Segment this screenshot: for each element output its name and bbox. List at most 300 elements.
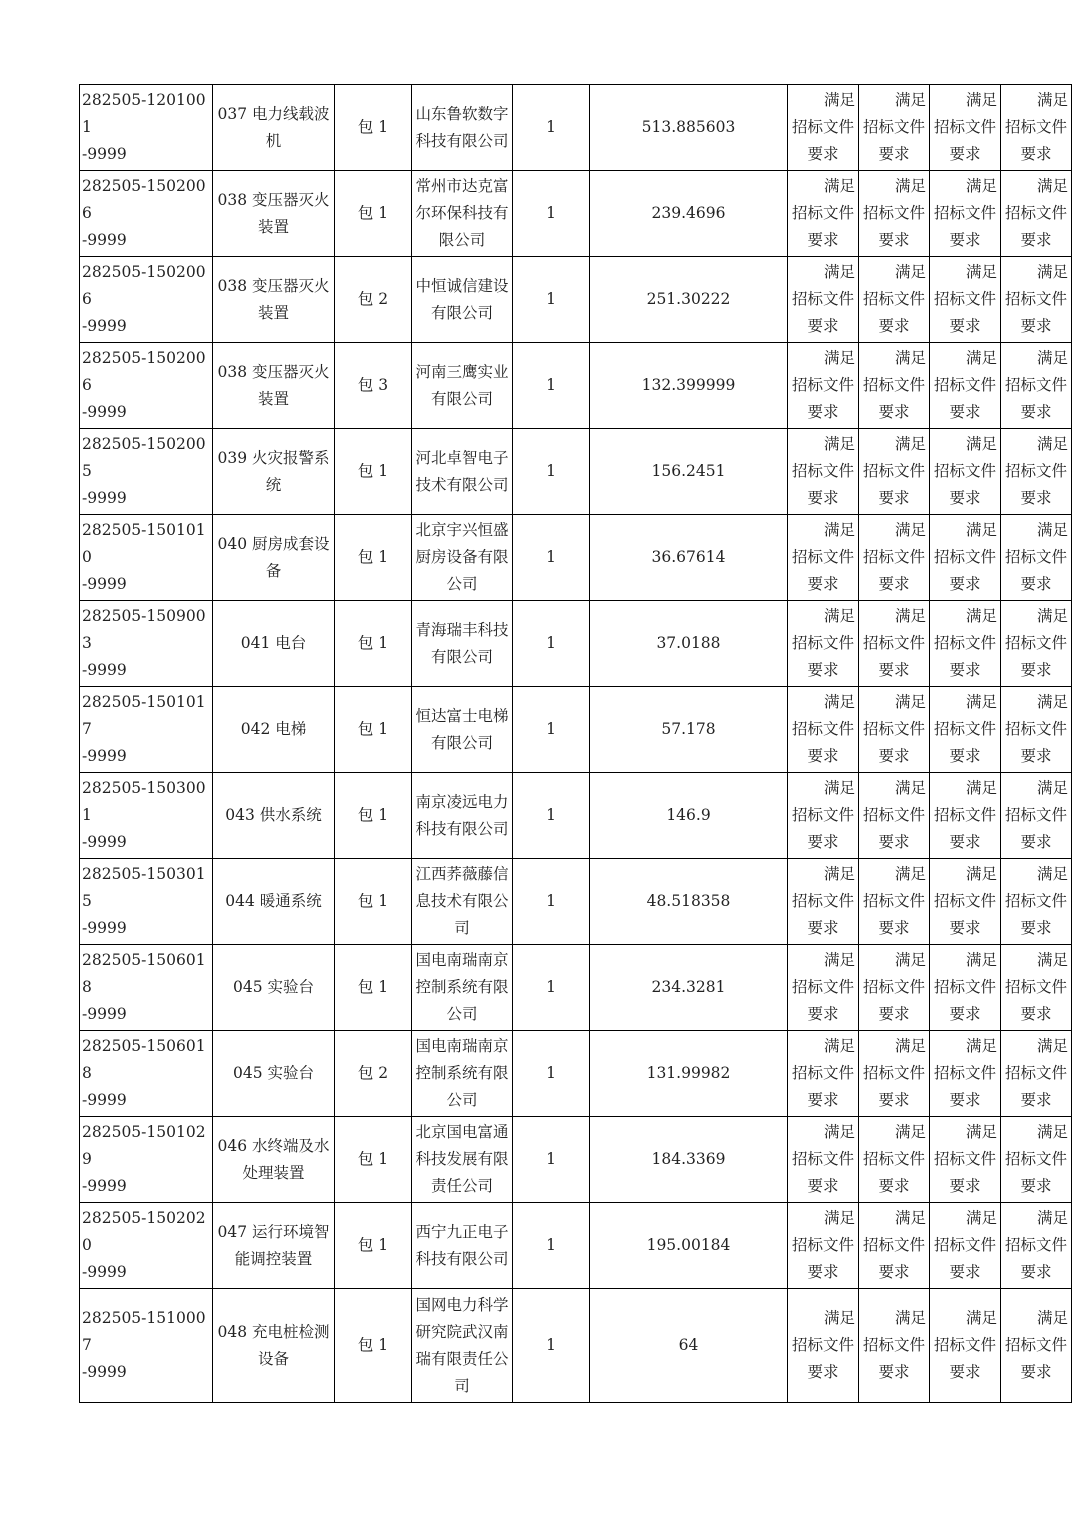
requirement-line-1: 满足 <box>823 951 855 969</box>
quantity-cell: 1 <box>513 1203 590 1289</box>
requirement-line-3: 要求 <box>1020 1177 1052 1195</box>
requirement-cell <box>930 171 1001 257</box>
requirement-cell <box>1001 773 1072 859</box>
table-row <box>80 601 1072 687</box>
requirement-line-2: 招标文件 <box>862 1236 925 1254</box>
requirement-line-1: 满足 <box>1036 349 1068 367</box>
price-cell: 156.2451 <box>590 429 788 515</box>
requirement-line-1: 满足 <box>894 1309 926 1327</box>
bid-code-line-2: -9999 <box>82 1005 127 1023</box>
package-cell: 包 3 <box>335 343 412 429</box>
requirement-line-3: 要求 <box>1020 145 1052 163</box>
requirement-line-2: 招标文件 <box>791 548 854 566</box>
quantity-cell: 1 <box>513 601 590 687</box>
requirement-line-2: 招标文件 <box>933 290 996 308</box>
requirement-line-3: 要求 <box>949 489 981 507</box>
requirement-cell <box>930 601 1001 687</box>
requirement-line-2: 招标文件 <box>1004 462 1067 480</box>
requirement-line-2: 招标文件 <box>1004 376 1067 394</box>
requirement-line-2: 招标文件 <box>862 806 925 824</box>
requirement-line-1: 满足 <box>823 693 855 711</box>
bid-code-line-1: 282505-1509003 <box>82 607 206 652</box>
bid-code-line-1: 282505-1501010 <box>82 521 206 566</box>
requirement-cell <box>859 687 930 773</box>
requirement-cell <box>930 687 1001 773</box>
bid-code-line-2: -9999 <box>82 833 127 851</box>
requirement-line-2: 招标文件 <box>791 204 854 222</box>
requirement-line-1: 满足 <box>965 779 997 797</box>
supplier-cell: 江西荞薇藤信息技术有限公司 <box>412 859 513 945</box>
requirement-line-2: 招标文件 <box>933 1236 996 1254</box>
supplier-cell: 国电南瑞南京控制系统有限公司 <box>412 1031 513 1117</box>
requirement-line-2: 招标文件 <box>862 204 925 222</box>
bid-code-cell <box>80 687 213 773</box>
requirement-cell <box>788 687 859 773</box>
price-cell: 239.4696 <box>590 171 788 257</box>
requirement-line-3: 要求 <box>807 575 839 593</box>
requirement-line-3: 要求 <box>878 1177 910 1195</box>
requirement-line-1: 满足 <box>823 435 855 453</box>
requirement-line-1: 满足 <box>965 521 997 539</box>
requirement-line-2: 招标文件 <box>933 548 996 566</box>
bid-code-line-2: -9999 <box>82 317 127 335</box>
requirement-line-2: 招标文件 <box>1004 1150 1067 1168</box>
bid-code-cell <box>80 1117 213 1203</box>
requirement-cell <box>930 257 1001 343</box>
requirement-line-1: 满足 <box>894 263 926 281</box>
requirement-cell <box>1001 687 1072 773</box>
bid-results-table <box>79 84 1072 1403</box>
requirement-cell <box>859 85 930 171</box>
requirement-line-1: 满足 <box>1036 177 1068 195</box>
requirement-cell <box>930 343 1001 429</box>
requirement-cell <box>930 773 1001 859</box>
requirement-line-1: 满足 <box>965 91 997 109</box>
quantity-cell: 1 <box>513 945 590 1031</box>
item-name-cell: 041 电台 <box>213 601 335 687</box>
requirement-line-3: 要求 <box>1020 575 1052 593</box>
price-cell: 513.885603 <box>590 85 788 171</box>
requirement-line-3: 要求 <box>807 1091 839 1109</box>
quantity-cell: 1 <box>513 1289 590 1403</box>
requirement-line-2: 招标文件 <box>933 118 996 136</box>
requirement-line-1: 满足 <box>965 951 997 969</box>
requirement-line-1: 满足 <box>965 865 997 883</box>
requirement-line-3: 要求 <box>1020 317 1052 335</box>
requirement-line-2: 招标文件 <box>862 892 925 910</box>
requirement-cell <box>930 1289 1001 1403</box>
bid-code-cell <box>80 171 213 257</box>
requirement-line-1: 满足 <box>823 1123 855 1141</box>
item-name-cell: 045 实验台 <box>213 945 335 1031</box>
requirement-line-2: 招标文件 <box>791 1150 854 1168</box>
requirement-cell <box>1001 343 1072 429</box>
bid-code-line-2: -9999 <box>82 1177 127 1195</box>
package-cell: 包 1 <box>335 601 412 687</box>
requirement-cell <box>1001 1031 1072 1117</box>
requirement-line-3: 要求 <box>878 833 910 851</box>
bid-code-cell <box>80 1031 213 1117</box>
requirement-line-2: 招标文件 <box>933 720 996 738</box>
bid-results-table-container <box>79 84 1068 1403</box>
requirement-cell <box>1001 859 1072 945</box>
bid-code-line-1: 282505-1502006 <box>82 349 206 394</box>
requirement-line-2: 招标文件 <box>1004 1236 1067 1254</box>
supplier-cell: 青海瑞丰科技有限公司 <box>412 601 513 687</box>
package-cell: 包 1 <box>335 85 412 171</box>
requirement-line-1: 满足 <box>894 91 926 109</box>
requirement-cell <box>788 1031 859 1117</box>
requirement-cell <box>930 945 1001 1031</box>
item-name-cell: 038 变压器灭火装置 <box>213 257 335 343</box>
table-row <box>80 945 1072 1031</box>
requirement-line-2: 招标文件 <box>791 290 854 308</box>
requirement-cell <box>788 429 859 515</box>
requirement-cell <box>930 429 1001 515</box>
item-name-cell: 038 变压器灭火装置 <box>213 171 335 257</box>
requirement-line-1: 满足 <box>894 349 926 367</box>
requirement-line-3: 要求 <box>807 747 839 765</box>
requirement-cell <box>788 1203 859 1289</box>
price-cell: 48.518358 <box>590 859 788 945</box>
requirement-line-3: 要求 <box>1020 403 1052 421</box>
requirement-line-3: 要求 <box>1020 747 1052 765</box>
requirement-line-2: 招标文件 <box>862 978 925 996</box>
quantity-cell: 1 <box>513 171 590 257</box>
requirement-line-1: 满足 <box>823 607 855 625</box>
requirement-line-2: 招标文件 <box>862 634 925 652</box>
requirement-line-1: 满足 <box>965 177 997 195</box>
requirement-line-2: 招标文件 <box>862 118 925 136</box>
supplier-cell: 恒达富士电梯有限公司 <box>412 687 513 773</box>
requirement-line-3: 要求 <box>949 1091 981 1109</box>
requirement-line-3: 要求 <box>1020 1263 1052 1281</box>
requirement-line-1: 满足 <box>1036 1209 1068 1227</box>
requirement-cell <box>859 773 930 859</box>
requirement-line-2: 招标文件 <box>791 978 854 996</box>
bid-code-cell <box>80 601 213 687</box>
requirement-cell <box>859 515 930 601</box>
requirement-line-2: 招标文件 <box>1004 118 1067 136</box>
requirement-line-2: 招标文件 <box>1004 204 1067 222</box>
requirement-cell <box>859 945 930 1031</box>
price-cell: 195.00184 <box>590 1203 788 1289</box>
quantity-cell: 1 <box>513 687 590 773</box>
item-name-cell: 046 水终端及水处理装置 <box>213 1117 335 1203</box>
supplier-cell: 北京宇兴恒盛厨房设备有限公司 <box>412 515 513 601</box>
table-body <box>80 85 1072 1403</box>
bid-code-line-2: -9999 <box>82 1263 127 1281</box>
requirement-cell <box>788 85 859 171</box>
requirement-cell <box>788 601 859 687</box>
requirement-line-2: 招标文件 <box>933 634 996 652</box>
requirement-cell <box>930 85 1001 171</box>
requirement-line-2: 招标文件 <box>791 462 854 480</box>
supplier-cell: 国电南瑞南京控制系统有限公司 <box>412 945 513 1031</box>
requirement-line-1: 满足 <box>1036 521 1068 539</box>
quantity-cell: 1 <box>513 343 590 429</box>
requirement-line-1: 满足 <box>965 607 997 625</box>
requirement-cell <box>1001 601 1072 687</box>
requirement-line-3: 要求 <box>949 747 981 765</box>
table-row <box>80 1289 1072 1403</box>
table-row <box>80 85 1072 171</box>
requirement-line-2: 招标文件 <box>933 1064 996 1082</box>
item-name-cell: 044 暖通系统 <box>213 859 335 945</box>
requirement-cell <box>859 1117 930 1203</box>
bid-code-line-1: 282505-1502006 <box>82 177 206 222</box>
bid-code-line-1: 282505-1506018 <box>82 951 206 996</box>
requirement-line-2: 招标文件 <box>1004 548 1067 566</box>
table-row <box>80 773 1072 859</box>
requirement-line-2: 招标文件 <box>791 1236 854 1254</box>
package-cell: 包 1 <box>335 515 412 601</box>
requirement-line-1: 满足 <box>1036 951 1068 969</box>
requirement-line-2: 招标文件 <box>862 1064 925 1082</box>
bid-code-line-1: 282505-1503001 <box>82 779 206 824</box>
requirement-line-1: 满足 <box>1036 693 1068 711</box>
requirement-line-3: 要求 <box>807 403 839 421</box>
requirement-line-1: 满足 <box>823 779 855 797</box>
package-cell: 包 1 <box>335 773 412 859</box>
requirement-line-2: 招标文件 <box>862 290 925 308</box>
requirement-line-2: 招标文件 <box>791 118 854 136</box>
table-row <box>80 1031 1072 1117</box>
price-cell: 36.67614 <box>590 515 788 601</box>
requirement-line-3: 要求 <box>878 919 910 937</box>
requirement-cell <box>1001 257 1072 343</box>
requirement-cell <box>788 773 859 859</box>
price-cell: 131.99982 <box>590 1031 788 1117</box>
requirement-line-3: 要求 <box>949 145 981 163</box>
price-cell: 146.9 <box>590 773 788 859</box>
requirement-cell <box>859 257 930 343</box>
requirement-line-2: 招标文件 <box>862 376 925 394</box>
requirement-line-1: 满足 <box>894 521 926 539</box>
requirement-line-2: 招标文件 <box>933 1336 996 1354</box>
item-name-cell: 039 火灾报警系统 <box>213 429 335 515</box>
supplier-cell: 河北卓智电子技术有限公司 <box>412 429 513 515</box>
quantity-cell: 1 <box>513 429 590 515</box>
requirement-line-3: 要求 <box>1020 661 1052 679</box>
requirement-cell <box>1001 945 1072 1031</box>
requirement-line-2: 招标文件 <box>1004 892 1067 910</box>
requirement-line-2: 招标文件 <box>933 806 996 824</box>
requirement-line-1: 满足 <box>965 1209 997 1227</box>
table-row <box>80 257 1072 343</box>
requirement-line-3: 要求 <box>1020 489 1052 507</box>
bid-code-line-1: 282505-1502005 <box>82 435 206 480</box>
requirement-line-1: 满足 <box>965 1123 997 1141</box>
requirement-line-3: 要求 <box>807 833 839 851</box>
requirement-line-1: 满足 <box>1036 1037 1068 1055</box>
requirement-line-3: 要求 <box>878 747 910 765</box>
requirement-line-2: 招标文件 <box>791 1336 854 1354</box>
item-name-cell: 037 电力线载波机 <box>213 85 335 171</box>
requirement-line-3: 要求 <box>807 489 839 507</box>
bid-code-line-2: -9999 <box>82 747 127 765</box>
bid-code-line-2: -9999 <box>82 1091 127 1109</box>
requirement-line-2: 招标文件 <box>862 1336 925 1354</box>
requirement-line-2: 招标文件 <box>1004 634 1067 652</box>
requirement-line-3: 要求 <box>807 317 839 335</box>
requirement-line-3: 要求 <box>807 1177 839 1195</box>
supplier-cell: 山东鲁软数字科技有限公司 <box>412 85 513 171</box>
quantity-cell: 1 <box>513 1117 590 1203</box>
quantity-cell: 1 <box>513 1031 590 1117</box>
requirement-line-3: 要求 <box>949 1177 981 1195</box>
requirement-line-2: 招标文件 <box>933 462 996 480</box>
requirement-cell <box>1001 515 1072 601</box>
requirement-cell <box>788 1117 859 1203</box>
requirement-line-2: 招标文件 <box>791 720 854 738</box>
requirement-line-3: 要求 <box>878 661 910 679</box>
package-cell: 包 1 <box>335 1117 412 1203</box>
table-row <box>80 343 1072 429</box>
price-cell: 251.30222 <box>590 257 788 343</box>
requirement-cell <box>859 601 930 687</box>
bid-code-line-1: 282505-1503015 <box>82 865 206 910</box>
bid-code-cell <box>80 859 213 945</box>
table-row <box>80 859 1072 945</box>
requirement-line-3: 要求 <box>949 1263 981 1281</box>
requirement-line-3: 要求 <box>878 489 910 507</box>
table-row <box>80 171 1072 257</box>
requirement-line-3: 要求 <box>807 661 839 679</box>
requirement-line-3: 要求 <box>1020 833 1052 851</box>
bid-code-line-1: 282505-1502020 <box>82 1209 206 1254</box>
bid-code-line-1: 282505-1501029 <box>82 1123 206 1168</box>
requirement-cell <box>859 859 930 945</box>
requirement-line-3: 要求 <box>949 231 981 249</box>
requirement-line-1: 满足 <box>894 865 926 883</box>
requirement-line-1: 满足 <box>1036 1309 1068 1327</box>
requirement-cell <box>788 859 859 945</box>
requirement-line-2: 招标文件 <box>862 548 925 566</box>
requirement-line-3: 要求 <box>878 1005 910 1023</box>
table-row <box>80 1203 1072 1289</box>
bid-code-cell <box>80 257 213 343</box>
bid-code-cell <box>80 429 213 515</box>
package-cell: 包 1 <box>335 859 412 945</box>
requirement-line-3: 要求 <box>949 1363 981 1381</box>
requirement-line-3: 要求 <box>1020 919 1052 937</box>
package-cell: 包 1 <box>335 945 412 1031</box>
price-cell: 64 <box>590 1289 788 1403</box>
supplier-cell: 常州市达克富尔环保科技有限公司 <box>412 171 513 257</box>
requirement-line-3: 要求 <box>1020 1091 1052 1109</box>
bid-code-line-2: -9999 <box>82 145 127 163</box>
bid-code-line-2: -9999 <box>82 575 127 593</box>
bid-code-line-2: -9999 <box>82 919 127 937</box>
table-row <box>80 687 1072 773</box>
requirement-line-3: 要求 <box>1020 1363 1052 1381</box>
supplier-cell: 北京国电富通科技发展有限责任公司 <box>412 1117 513 1203</box>
requirement-cell <box>930 1031 1001 1117</box>
requirement-cell <box>788 171 859 257</box>
requirement-line-3: 要求 <box>807 145 839 163</box>
requirement-line-1: 满足 <box>894 1037 926 1055</box>
price-cell: 132.399999 <box>590 343 788 429</box>
requirement-line-1: 满足 <box>1036 607 1068 625</box>
requirement-cell <box>1001 171 1072 257</box>
bid-code-cell <box>80 1203 213 1289</box>
requirement-line-1: 满足 <box>894 1209 926 1227</box>
supplier-cell: 国网电力科学研究院武汉南瑞有限责任公司 <box>412 1289 513 1403</box>
requirement-line-2: 招标文件 <box>1004 1336 1067 1354</box>
requirement-cell <box>788 515 859 601</box>
requirement-line-3: 要求 <box>1020 231 1052 249</box>
item-name-cell: 043 供水系统 <box>213 773 335 859</box>
requirement-line-3: 要求 <box>949 661 981 679</box>
quantity-cell: 1 <box>513 859 590 945</box>
requirement-line-1: 满足 <box>894 177 926 195</box>
requirement-line-2: 招标文件 <box>791 376 854 394</box>
requirement-line-1: 满足 <box>823 1309 855 1327</box>
bid-code-line-1: 282505-1502006 <box>82 263 206 308</box>
package-cell: 包 2 <box>335 257 412 343</box>
bid-code-line-2: -9999 <box>82 489 127 507</box>
requirement-line-3: 要求 <box>949 833 981 851</box>
bid-code-line-2: -9999 <box>82 231 127 249</box>
requirement-cell <box>788 1289 859 1403</box>
requirement-cell <box>788 945 859 1031</box>
table-row <box>80 515 1072 601</box>
requirement-line-3: 要求 <box>878 1091 910 1109</box>
requirement-line-1: 满足 <box>1036 779 1068 797</box>
requirement-line-1: 满足 <box>1036 865 1068 883</box>
supplier-cell: 中恒诚信建设有限公司 <box>412 257 513 343</box>
requirement-cell <box>788 257 859 343</box>
bid-code-cell <box>80 85 213 171</box>
requirement-cell <box>859 429 930 515</box>
quantity-cell: 1 <box>513 515 590 601</box>
package-cell: 包 1 <box>335 1289 412 1403</box>
requirement-line-2: 招标文件 <box>933 204 996 222</box>
requirement-line-1: 满足 <box>823 1209 855 1227</box>
requirement-line-3: 要求 <box>949 317 981 335</box>
requirement-line-2: 招标文件 <box>791 806 854 824</box>
requirement-line-1: 满足 <box>823 177 855 195</box>
requirement-cell <box>859 1031 930 1117</box>
requirement-line-1: 满足 <box>965 435 997 453</box>
supplier-cell: 河南三鹰实业有限公司 <box>412 343 513 429</box>
requirement-line-3: 要求 <box>807 1263 839 1281</box>
supplier-cell: 西宁九正电子科技有限公司 <box>412 1203 513 1289</box>
requirement-line-2: 招标文件 <box>933 892 996 910</box>
quantity-cell: 1 <box>513 773 590 859</box>
requirement-line-3: 要求 <box>949 575 981 593</box>
requirement-line-1: 满足 <box>894 693 926 711</box>
bid-code-cell <box>80 343 213 429</box>
requirement-cell <box>859 171 930 257</box>
requirement-line-2: 招标文件 <box>1004 806 1067 824</box>
price-cell: 234.3281 <box>590 945 788 1031</box>
requirement-line-2: 招标文件 <box>862 462 925 480</box>
requirement-line-3: 要求 <box>807 1005 839 1023</box>
requirement-line-3: 要求 <box>807 231 839 249</box>
price-cell: 184.3369 <box>590 1117 788 1203</box>
requirement-line-1: 满足 <box>965 693 997 711</box>
price-cell: 37.0188 <box>590 601 788 687</box>
bid-code-cell <box>80 773 213 859</box>
bid-code-line-2: -9999 <box>82 661 127 679</box>
requirement-line-3: 要求 <box>878 317 910 335</box>
requirement-cell <box>1001 1117 1072 1203</box>
requirement-line-1: 满足 <box>823 1037 855 1055</box>
item-name-cell: 042 电梯 <box>213 687 335 773</box>
supplier-cell: 南京凌远电力科技有限公司 <box>412 773 513 859</box>
